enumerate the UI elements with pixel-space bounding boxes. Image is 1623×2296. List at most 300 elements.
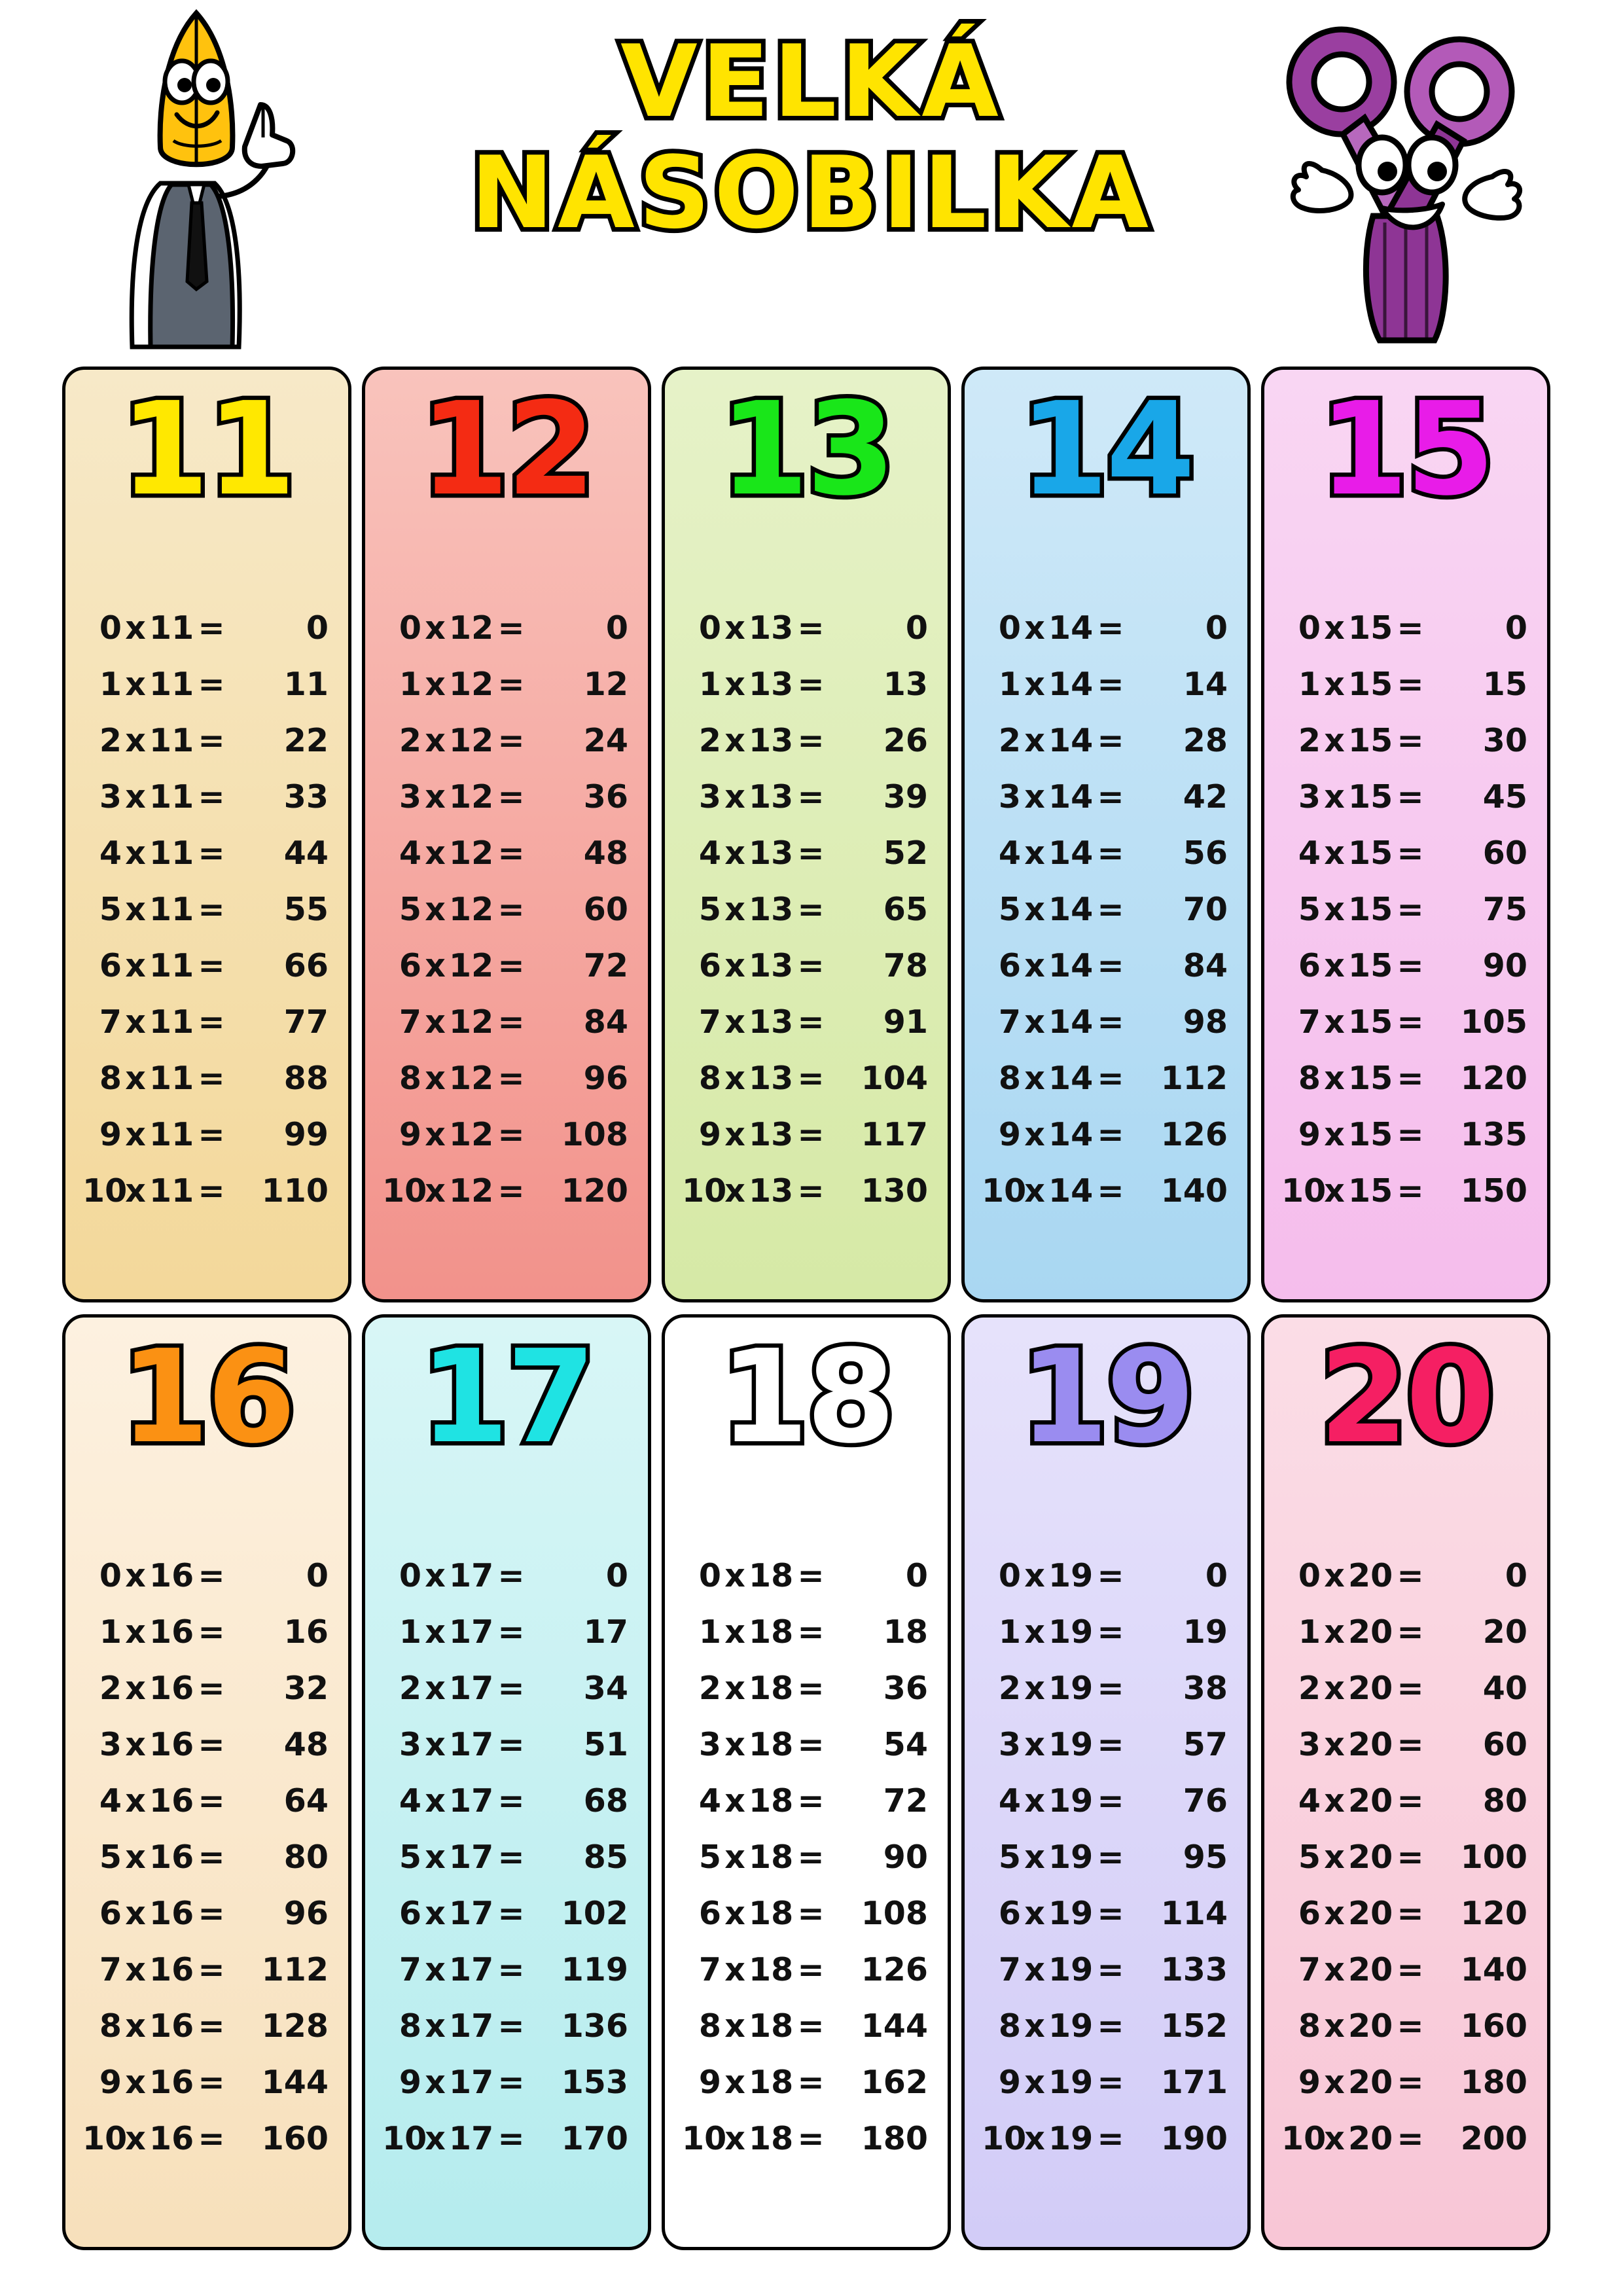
equals-symbol: =: [797, 1557, 825, 1594]
times-symbol: x: [724, 1557, 745, 1594]
equals-symbol: =: [1397, 1839, 1424, 1876]
times-symbol: x: [1324, 2120, 1345, 2157]
multiplicand: 4: [1298, 1782, 1321, 1820]
times-symbol: x: [125, 834, 146, 872]
table-card-number: 12: [419, 375, 594, 524]
equals-symbol: =: [1397, 2064, 1424, 2101]
equals-symbol: =: [497, 2120, 525, 2157]
times-symbol: x: [1024, 1060, 1045, 1097]
product: 84: [583, 1003, 628, 1041]
times-symbol: x: [425, 1613, 446, 1651]
table-row: [382, 713, 631, 769]
product: 0: [905, 609, 928, 647]
table-row: [1281, 1773, 1530, 1829]
times-symbol: x: [724, 1116, 745, 1153]
product: 42: [1183, 778, 1228, 816]
multiplicand: 6: [698, 1895, 721, 1932]
multiplicand: 4: [698, 834, 721, 872]
times-symbol: x: [1324, 1839, 1345, 1876]
product: 18: [883, 1613, 928, 1651]
product: 135: [1460, 1116, 1527, 1153]
table-card-number: 11: [120, 375, 294, 524]
times-symbol: x: [425, 1060, 446, 1097]
table-row: [82, 1050, 331, 1107]
table-card-11: [62, 367, 351, 1302]
equals-symbol: =: [497, 1951, 525, 1988]
multiplicand: 8: [99, 1060, 122, 1097]
product: 80: [1482, 1782, 1527, 1820]
multiplier: 13: [749, 1060, 794, 1097]
table-row: [82, 656, 331, 713]
table-row: [82, 1886, 331, 1942]
table-row: [1281, 1050, 1530, 1107]
equals-symbol: =: [198, 2007, 225, 2045]
times-symbol: x: [724, 1839, 745, 1876]
multiplicand: 8: [399, 1060, 421, 1097]
table-card-14: [961, 367, 1251, 1302]
equals-symbol: =: [1397, 1613, 1424, 1651]
times-symbol: x: [724, 2120, 745, 2157]
multiplier: 12: [449, 1116, 494, 1153]
multiplier: 15: [1348, 1116, 1393, 1153]
times-symbol: x: [425, 1003, 446, 1041]
equals-symbol: =: [797, 1895, 825, 1932]
product: 200: [1460, 2120, 1527, 2157]
equals-symbol: =: [1097, 1172, 1124, 1210]
times-symbol: x: [425, 2007, 446, 2045]
product: 100: [1460, 1839, 1527, 1876]
product: 180: [861, 2120, 928, 2157]
times-symbol: x: [425, 834, 446, 872]
equals-symbol: =: [1397, 666, 1424, 703]
multiplicand: 0: [998, 1557, 1021, 1594]
times-symbol: x: [1324, 1782, 1345, 1820]
equals-symbol: =: [797, 2007, 825, 2045]
product: 99: [283, 1116, 329, 1153]
table-row: [682, 600, 931, 656]
multiplier: 14: [1048, 1060, 1094, 1097]
times-symbol: x: [1324, 1726, 1345, 1763]
multiplicand: 6: [399, 947, 421, 984]
equals-symbol: =: [1097, 1951, 1124, 1988]
times-symbol: x: [1024, 2120, 1045, 2157]
times-symbol: x: [724, 834, 745, 872]
product: 170: [561, 2120, 628, 2157]
times-symbol: x: [425, 1839, 446, 1876]
equals-symbol: =: [1097, 722, 1124, 759]
product: 54: [883, 1726, 928, 1763]
multiplicand: 3: [399, 1726, 421, 1763]
equals-symbol: =: [1397, 891, 1424, 928]
multiplier: 15: [1348, 1060, 1393, 1097]
multiplier: 13: [749, 891, 794, 928]
table-row: [82, 1548, 331, 1604]
multiplicand: 9: [998, 2064, 1021, 2101]
multiplier: 13: [749, 1172, 794, 1210]
table-row: [682, 1107, 931, 1163]
multiplicand: 3: [998, 1726, 1021, 1763]
table-row: [982, 1829, 1230, 1886]
times-symbol: x: [724, 609, 745, 647]
table-rows: [965, 600, 1247, 1219]
times-symbol: x: [1024, 2064, 1045, 2101]
multiplicand: 8: [998, 1060, 1021, 1097]
times-symbol: x: [724, 778, 745, 816]
multiplier: 11: [149, 1172, 194, 1210]
multiplier: 17: [449, 1613, 494, 1651]
product: 171: [1160, 2064, 1228, 2101]
times-symbol: x: [125, 1839, 146, 1876]
multiplier: 16: [149, 1670, 194, 1707]
equals-symbol: =: [198, 2120, 225, 2157]
times-symbol: x: [724, 891, 745, 928]
product: 117: [861, 1116, 928, 1153]
multiplier: 14: [1048, 891, 1094, 928]
multiplicand: 7: [998, 1951, 1021, 1988]
product: 51: [583, 1726, 628, 1763]
table-card-12: [362, 367, 651, 1302]
product: 120: [561, 1172, 628, 1210]
product: 110: [261, 1172, 329, 1210]
equals-symbol: =: [497, 1895, 525, 1932]
multiplier: 20: [1348, 1670, 1393, 1707]
multiplicand: 5: [998, 1839, 1021, 1876]
equals-symbol: =: [1397, 609, 1424, 647]
table-card-number: 14: [1019, 375, 1193, 524]
multiplicand: 5: [698, 891, 721, 928]
table-row: [82, 1163, 331, 1219]
table-row: [382, 1829, 631, 1886]
multiplier: 18: [749, 1726, 794, 1763]
times-symbol: x: [724, 1782, 745, 1820]
table-row: [682, 1548, 931, 1604]
product: 114: [1160, 1895, 1228, 1932]
times-symbol: x: [1024, 1172, 1045, 1210]
product: 0: [1505, 1557, 1527, 1594]
product: 24: [583, 722, 628, 759]
multiplicand: 3: [1298, 1726, 1321, 1763]
table-rows: [365, 1548, 648, 2167]
multiplicand: 0: [1298, 609, 1321, 647]
multiplier: 17: [449, 1895, 494, 1932]
multiplicand: 8: [1298, 2007, 1321, 2045]
equals-symbol: =: [797, 1839, 825, 1876]
table-row: [1281, 994, 1530, 1050]
equals-symbol: =: [497, 666, 525, 703]
multiplicand: 10: [382, 2120, 427, 2157]
multiplier: 11: [149, 1060, 194, 1097]
product: 20: [1482, 1613, 1527, 1651]
multiplicand: 1: [399, 1613, 421, 1651]
table-row: [382, 994, 631, 1050]
times-symbol: x: [1024, 1116, 1045, 1153]
equals-symbol: =: [497, 1670, 525, 1707]
multiplicand: 5: [399, 891, 421, 928]
times-symbol: x: [1324, 1951, 1345, 1988]
times-symbol: x: [1024, 666, 1045, 703]
multiplicand: 5: [998, 891, 1021, 928]
equals-symbol: =: [1097, 1557, 1124, 1594]
equals-symbol: =: [198, 722, 225, 759]
product: 0: [1205, 609, 1228, 647]
times-symbol: x: [1024, 834, 1045, 872]
table-card-15: [1261, 367, 1550, 1302]
equals-symbol: =: [1397, 1557, 1424, 1594]
times-symbol: x: [425, 609, 446, 647]
table-row: [682, 1886, 931, 1942]
product: 72: [583, 947, 628, 984]
table-row: [982, 1998, 1230, 2054]
table-row: [682, 938, 931, 994]
multiplicand: 6: [399, 1895, 421, 1932]
multiplier: 19: [1048, 1839, 1094, 1876]
multiplier: 14: [1048, 609, 1094, 647]
multiplication-tables-grid: [62, 367, 1561, 2250]
multiplier: 19: [1048, 1613, 1094, 1651]
times-symbol: x: [1324, 891, 1345, 928]
equals-symbol: =: [497, 1116, 525, 1153]
product: 68: [583, 1782, 628, 1820]
multiplier: 19: [1048, 1895, 1094, 1932]
equals-symbol: =: [198, 1670, 225, 1707]
equals-symbol: =: [797, 1670, 825, 1707]
multiplicand: 8: [99, 2007, 122, 2045]
table-row: [982, 600, 1230, 656]
product: 33: [283, 778, 329, 816]
product: 105: [1460, 1003, 1527, 1041]
table-row: [682, 1050, 931, 1107]
multiplier: 15: [1348, 1003, 1393, 1041]
times-symbol: x: [1024, 1839, 1045, 1876]
table-card-16: [62, 1314, 351, 2250]
times-symbol: x: [425, 947, 446, 984]
multiplier: 12: [449, 1172, 494, 1210]
multiplier: 11: [149, 778, 194, 816]
multiplier: 14: [1048, 834, 1094, 872]
product: 104: [861, 1060, 928, 1097]
times-symbol: x: [425, 2120, 446, 2157]
equals-symbol: =: [797, 722, 825, 759]
equals-symbol: =: [1397, 1060, 1424, 1097]
table-card-number: 13: [719, 375, 893, 524]
multiplicand: 9: [99, 1116, 122, 1153]
times-symbol: x: [125, 1782, 146, 1820]
product: 40: [1482, 1670, 1527, 1707]
multiplicand: 4: [99, 834, 122, 872]
table-row: [1281, 656, 1530, 713]
table-row: [1281, 1717, 1530, 1773]
multiplicand: 8: [1298, 1060, 1321, 1097]
multiplier: 13: [749, 609, 794, 647]
equals-symbol: =: [198, 1895, 225, 1932]
product: 32: [283, 1670, 329, 1707]
times-symbol: x: [1324, 1172, 1345, 1210]
multiplicand: 2: [1298, 1670, 1321, 1707]
product: 0: [605, 609, 628, 647]
table-row: [1281, 1163, 1530, 1219]
multiplier: 11: [149, 666, 194, 703]
equals-symbol: =: [198, 666, 225, 703]
equals-symbol: =: [1097, 1670, 1124, 1707]
table-row: [82, 1107, 331, 1163]
multiplicand: 0: [1298, 1557, 1321, 1594]
product: 150: [1460, 1172, 1527, 1210]
times-symbol: x: [724, 1670, 745, 1707]
equals-symbol: =: [198, 1951, 225, 1988]
equals-symbol: =: [1397, 1116, 1424, 1153]
equals-symbol: =: [1097, 666, 1124, 703]
table-row: [1281, 938, 1530, 994]
times-symbol: x: [425, 666, 446, 703]
multiplicand: 1: [1298, 1613, 1321, 1651]
equals-symbol: =: [497, 609, 525, 647]
product: 0: [905, 1557, 928, 1594]
table-row: [82, 825, 331, 882]
product: 39: [883, 778, 928, 816]
multiplicand: 6: [99, 1895, 122, 1932]
equals-symbol: =: [1397, 2120, 1424, 2157]
equals-symbol: =: [198, 834, 225, 872]
multiplier: 20: [1348, 1895, 1393, 1932]
times-symbol: x: [125, 2064, 146, 2101]
multiplicand: 4: [698, 1782, 721, 1820]
equals-symbol: =: [198, 1613, 225, 1651]
equals-symbol: =: [1397, 1003, 1424, 1041]
table-row: [982, 1773, 1230, 1829]
equals-symbol: =: [1097, 1613, 1124, 1651]
product: 28: [1183, 722, 1228, 759]
multiplier: 17: [449, 1839, 494, 1876]
equals-symbol: =: [497, 1782, 525, 1820]
multiplier: 17: [449, 1557, 494, 1594]
times-symbol: x: [724, 1172, 745, 1210]
product: 108: [561, 1116, 628, 1153]
multiplicand: 10: [82, 2120, 128, 2157]
multiplicand: 3: [1298, 778, 1321, 816]
product: 144: [861, 2007, 928, 2045]
equals-symbol: =: [1097, 947, 1124, 984]
times-symbol: x: [724, 1951, 745, 1988]
times-symbol: x: [125, 1951, 146, 1988]
multiplicand: 6: [698, 947, 721, 984]
multiplicand: 5: [99, 891, 122, 928]
product: 70: [1183, 891, 1228, 928]
multiplier: 11: [149, 1116, 194, 1153]
times-symbol: x: [724, 1060, 745, 1097]
table-card-number: 17: [419, 1323, 594, 1472]
product: 0: [1505, 609, 1527, 647]
multiplier: 13: [749, 1003, 794, 1041]
multiplicand: 2: [698, 722, 721, 759]
table-row: [1281, 1998, 1530, 2054]
table-row: [382, 656, 631, 713]
equals-symbol: =: [797, 1613, 825, 1651]
multiplicand: 4: [998, 1782, 1021, 1820]
product: 34: [583, 1670, 628, 1707]
times-symbol: x: [1024, 1895, 1045, 1932]
equals-symbol: =: [497, 722, 525, 759]
equals-symbol: =: [797, 609, 825, 647]
product: 130: [861, 1172, 928, 1210]
table-card-number: 15: [1319, 375, 1493, 524]
multiplier: 12: [449, 778, 494, 816]
product: 11: [283, 666, 329, 703]
multiplicand: 10: [82, 1172, 128, 1210]
multiplier: 13: [749, 1116, 794, 1153]
times-symbol: x: [724, 1003, 745, 1041]
times-symbol: x: [1324, 778, 1345, 816]
equals-symbol: =: [497, 1726, 525, 1763]
table-row: [382, 600, 631, 656]
multiplicand: 7: [1298, 1003, 1321, 1041]
table-row: [982, 825, 1230, 882]
multiplier: 18: [749, 1839, 794, 1876]
table-row: [682, 1163, 931, 1219]
equals-symbol: =: [497, 1060, 525, 1097]
multiplicand: 10: [1281, 2120, 1327, 2157]
multiplier: 16: [149, 1839, 194, 1876]
equals-symbol: =: [1397, 722, 1424, 759]
multiplier: 14: [1048, 1003, 1094, 1041]
equals-symbol: =: [1397, 1782, 1424, 1820]
multiplier: 19: [1048, 1557, 1094, 1594]
table-row: [1281, 2054, 1530, 2111]
multiplicand: 3: [399, 778, 421, 816]
equals-symbol: =: [198, 947, 225, 984]
table-row: [82, 2054, 331, 2111]
product: 36: [583, 778, 628, 816]
multiplier: 20: [1348, 2120, 1393, 2157]
table-row: [682, 825, 931, 882]
multiplier: 18: [749, 2007, 794, 2045]
equals-symbol: =: [1097, 1726, 1124, 1763]
times-symbol: x: [125, 1670, 146, 1707]
multiplicand: 0: [99, 609, 122, 647]
table-row: [382, 1604, 631, 1660]
product: 160: [1460, 2007, 1527, 2045]
multiplier: 17: [449, 2064, 494, 2101]
times-symbol: x: [425, 2064, 446, 2101]
multiplicand: 6: [99, 947, 122, 984]
table-row: [382, 1717, 631, 1773]
table-row: [82, 1717, 331, 1773]
product: 52: [883, 834, 928, 872]
multiplicand: 4: [99, 1782, 122, 1820]
product: 0: [306, 1557, 329, 1594]
times-symbol: x: [125, 1060, 146, 1097]
times-symbol: x: [125, 2120, 146, 2157]
equals-symbol: =: [497, 778, 525, 816]
table-row: [982, 1942, 1230, 1998]
multiplier: 18: [749, 1782, 794, 1820]
pencil-mascot: [98, 7, 314, 373]
product: 95: [1183, 1839, 1228, 1876]
equals-symbol: =: [1097, 1003, 1124, 1041]
equals-symbol: =: [1097, 778, 1124, 816]
product: 0: [605, 1557, 628, 1594]
product: 64: [283, 1782, 329, 1820]
equals-symbol: =: [198, 1003, 225, 1041]
table-row: [382, 769, 631, 825]
product: 91: [883, 1003, 928, 1041]
equals-symbol: =: [797, 2120, 825, 2157]
equals-symbol: =: [1097, 834, 1124, 872]
table-row: [682, 1717, 931, 1773]
table-row: [82, 713, 331, 769]
multiplier: 20: [1348, 2064, 1393, 2101]
multiplicand: 6: [1298, 947, 1321, 984]
multiplier: 18: [749, 1557, 794, 1594]
